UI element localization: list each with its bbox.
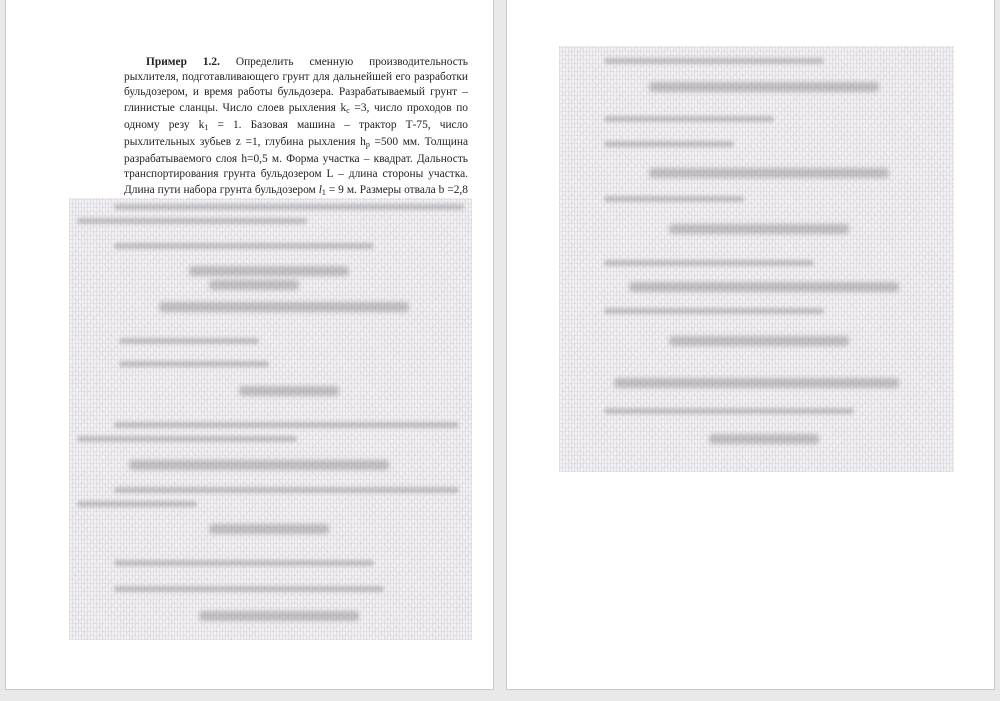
example-paragraph: Пример 1.2. Определить сменную производительность рыхлителя, подготавливающего грунт для дальнейшей его разработки бульдозером, и время работы бульдозера. Разрабатываемый грунт – глинистые сланцы. Число слоев рыхления $k_с =3$, число проходов по одному резу $k_1 = 1$. Базовая машина – трактор Т-75, число рыхлительных зубьев z =1, глубина рыхления $h_р =500$ мм. Толщина разрабатываемого слоя h=0,5 м. Форма участка – квадрат. Дальность транспортирования грунта бульдозером L – длина стороны участка. Длина пути набора грунта бульдозером $l_1 = 9$ м. Размеры отвала b =2,8 (124, 56, 469, 197)
blurred-calculation-image-2 (559, 46, 954, 472)
blurred-calculation-image-1 (69, 198, 472, 640)
example-label: Пример 1.2. (146, 56, 220, 68)
